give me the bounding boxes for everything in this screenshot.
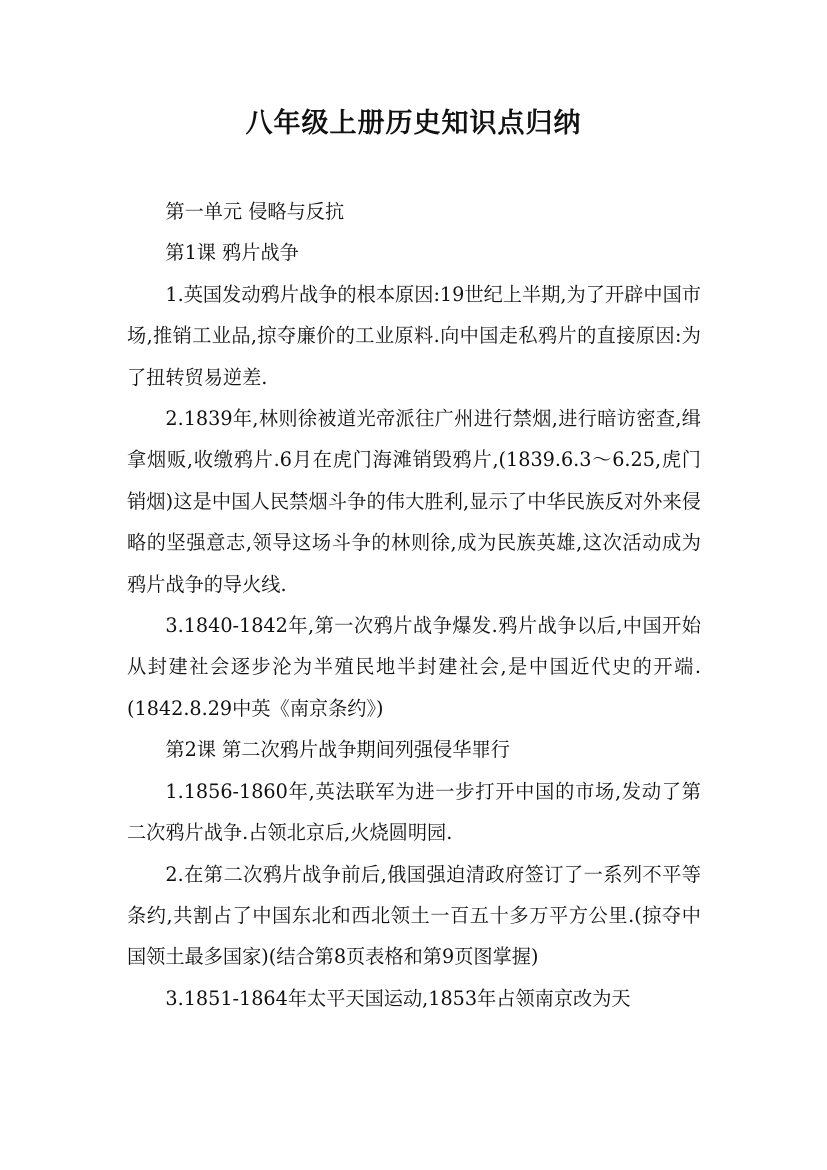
document-body	[127, 191, 701, 1019]
lesson-heading: 第1课 鸦片战争	[165, 241, 299, 265]
paragraph: 2.在第二次鸦片战争前后,俄国强迫清政府签订了一系列不平等条约,共割占了中国东北和西北领土一百五十多万平方公里.(掠夺中国领土最多国家)(结合第8页表格和第9页图掌握)	[127, 862, 701, 969]
paragraph: 3.1851-1864年太平天国运动,1853年占领南京改为天	[165, 986, 631, 1010]
paragraph: 3.1840-1842年,第一次鸦片战争爆发.鸦片战争以后,中国开始从封建社会逐步沦为半殖民地半封建社会,是中国近代史的开端.(1842.8.29中英《南京条约》)	[127, 614, 701, 720]
unit-heading: 第一单元 侵略与反抗	[165, 200, 345, 223]
lesson-heading: 第2课 第二次鸦片战争期间列强侵华罪行	[165, 738, 510, 762]
document-title: 八年级上册历史知识点归纳	[245, 108, 582, 139]
paragraph: 1.1856-1860年,英法联军为进一步打开中国的市场,发动了第二次鸦片战争.占领北京后,火烧圆明园.	[127, 779, 701, 845]
paragraph: 1.英国发动鸦片战争的根本原因:19世纪上半期,为了开辟中国市场,推销工业品,掠夺廉价的工业原料.向中国走私鸦片的直接原因:为了扭转贸易逆差.	[127, 282, 701, 389]
paragraph: 2.1839年,林则徐被道光帝派往广州进行禁烟,进行暗访密查,缉拿烟贩,收缴鸦片.6月在虎门海滩销毁鸦片,(1839.6.3～6.25,虎门销烟)这是中国人民禁烟斗争的伟大胜利,显示了中华民族反对外来侵略的坚强意志,领导这场斗争的林则徐,成为民族英雄,这次活动成为鸦片战争的导火线.	[127, 407, 701, 596]
